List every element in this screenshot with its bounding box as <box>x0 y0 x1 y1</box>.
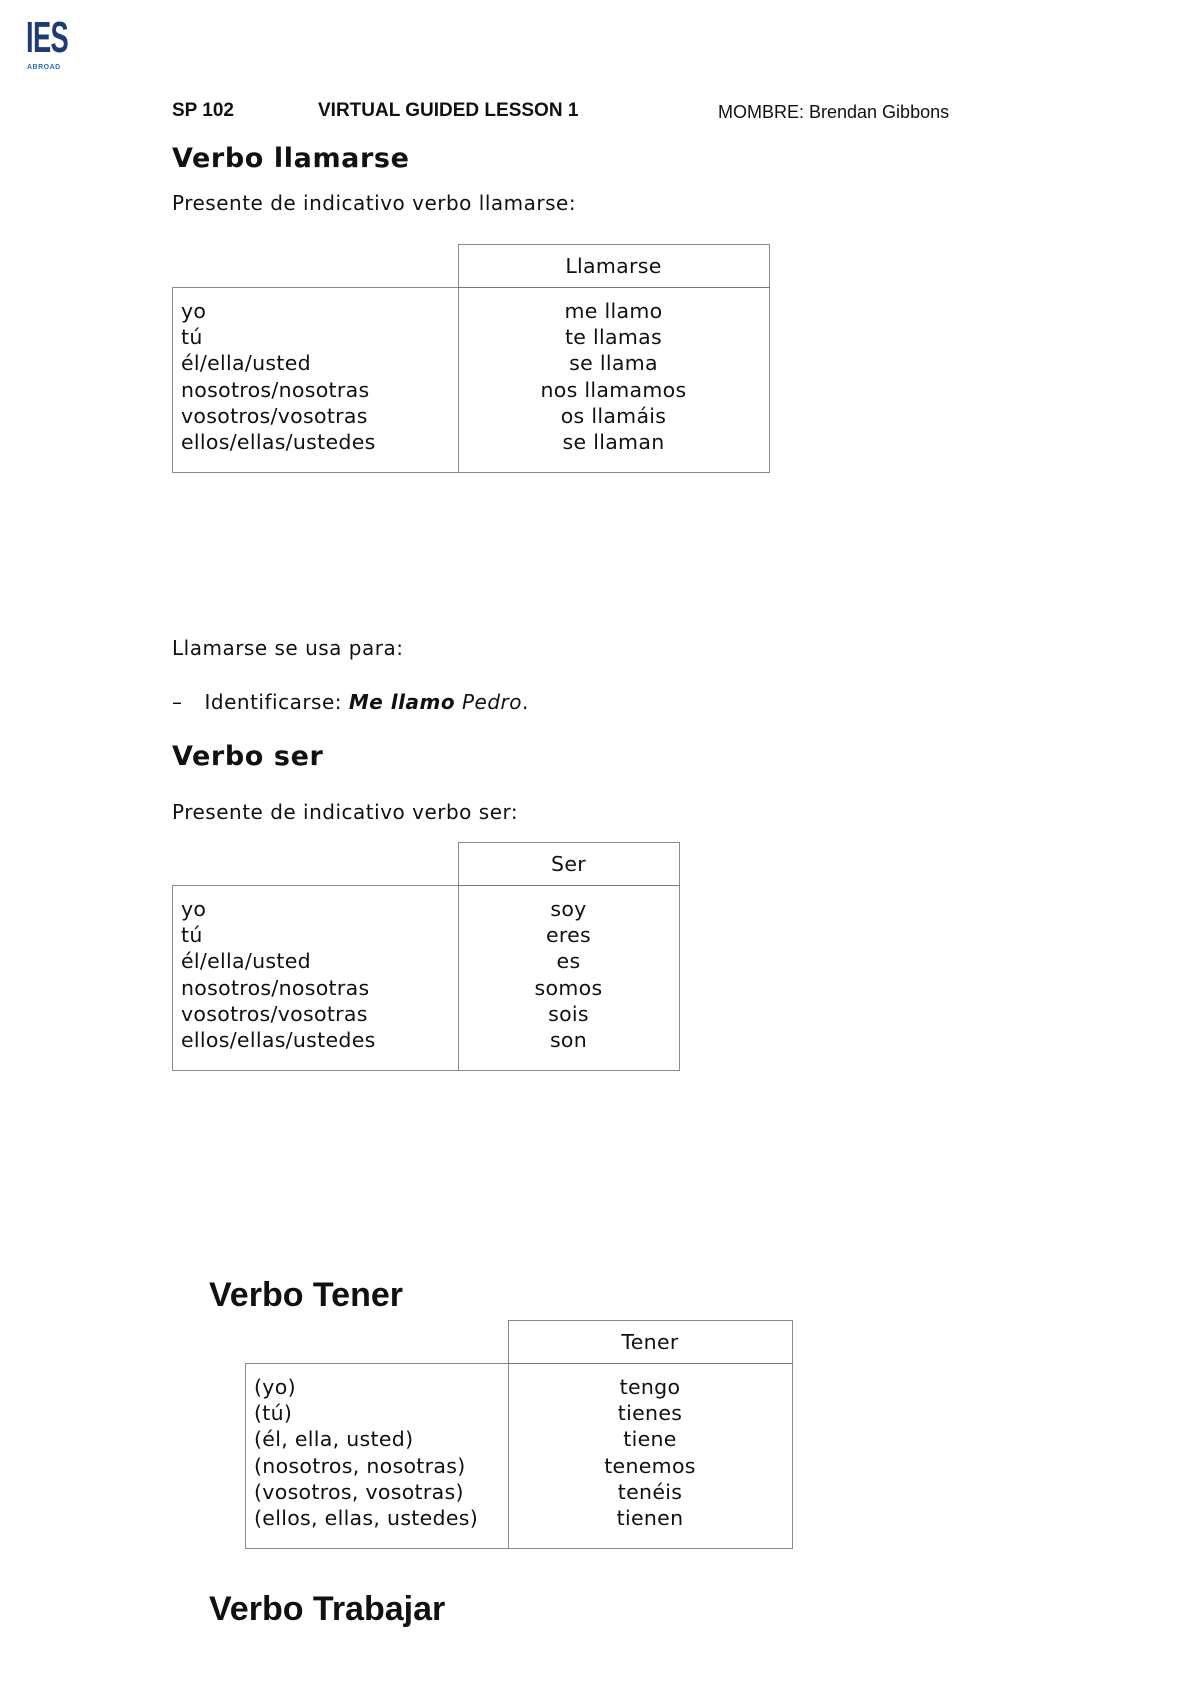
llamarse-table-header: Llamarse <box>458 245 769 288</box>
person-label: él/ella/usted <box>181 351 311 376</box>
list-dash: – <box>172 690 183 714</box>
verb-form: tenemos <box>604 1453 696 1478</box>
tener-table-header: Tener <box>508 1321 792 1364</box>
section-title-tener: Verbo Tener <box>209 1276 403 1314</box>
llamarse-usage-intro: Llamarse se usa para: <box>172 636 404 660</box>
person-label: ellos/ellas/ustedes <box>181 430 376 455</box>
person-label: (ellos, ellas, ustedes) <box>254 1506 479 1531</box>
verb-form: os llamáis <box>560 403 667 428</box>
logo-letters: IES <box>26 13 69 62</box>
person-label: ellos/ellas/ustedes <box>181 1028 376 1053</box>
ies-abroad-logo <box>26 13 70 76</box>
usage-end: . <box>521 690 529 714</box>
verb-form: me llamo <box>564 299 663 323</box>
person-label: (vosotros, vosotras) <box>254 1479 464 1504</box>
tener-persons-cell <box>246 1364 509 1549</box>
person-label: nosotros/nosotras <box>181 377 370 402</box>
usage-example-italic: Pedro <box>455 690 522 714</box>
verb-form: somos <box>534 975 603 1000</box>
verb-form: tiene <box>623 1427 677 1452</box>
student-name: MOMBRE: Brendan Gibbons <box>718 102 950 122</box>
ser-table-header: Ser <box>458 843 679 886</box>
person-label: (yo) <box>254 1375 296 1399</box>
person-label: (tú) <box>254 1401 293 1426</box>
tener-forms-cell <box>508 1364 792 1549</box>
llamarse-forms-cell <box>458 288 769 473</box>
verb-form: es <box>556 949 581 974</box>
ser-forms-cell <box>458 886 679 1071</box>
llamarse-usage-item <box>172 690 529 714</box>
section-title-llamarse: Verbo llamarse <box>172 143 410 174</box>
verb-form: nos llamamos <box>540 377 687 402</box>
person-label: tú <box>181 325 203 350</box>
verb-form: se llama <box>569 351 658 376</box>
person-label: tú <box>181 923 203 948</box>
ser-table <box>172 842 680 1071</box>
person-label: vosotros/vosotras <box>181 403 368 428</box>
verb-form: tengo <box>619 1375 681 1399</box>
usage-label: Identificarse: <box>204 690 349 714</box>
lesson-title: VIRTUAL GUIDED LESSON 1 <box>318 100 579 121</box>
verb-form: se llaman <box>562 430 665 455</box>
usage-example-bold: Me llamo <box>348 690 456 714</box>
section-title-trabajar: Verbo Trabajar <box>209 1590 446 1628</box>
verb-form: tenéis <box>617 1479 683 1504</box>
ser-intro: Presente de indicativo verbo ser: <box>172 800 519 824</box>
person-label: nosotros/nosotras <box>181 975 370 1000</box>
verb-form: eres <box>545 923 592 948</box>
llamarse-persons-cell <box>173 288 459 473</box>
verb-form: tienes <box>617 1401 683 1426</box>
verb-form: sois <box>548 1001 589 1026</box>
person-label: él/ella/usted <box>181 949 311 974</box>
person-label: yo <box>181 897 207 921</box>
logo-subtext: ABROAD <box>27 64 61 71</box>
verb-form: te llamas <box>564 325 663 350</box>
verb-form: son <box>549 1028 588 1053</box>
llamarse-intro: Presente de indicativo verbo llamarse: <box>172 191 577 215</box>
verb-form: tienen <box>616 1506 684 1531</box>
section-title-ser: Verbo ser <box>172 741 324 772</box>
course-code: SP 102 <box>172 100 234 121</box>
verb-form: soy <box>550 897 587 921</box>
ser-persons-cell <box>173 886 459 1071</box>
person-label: vosotros/vosotras <box>181 1001 368 1026</box>
person-label: (nosotros, nosotras) <box>254 1453 466 1478</box>
tener-table <box>245 1320 793 1549</box>
person-label: (él, ella, usted) <box>254 1427 414 1452</box>
person-label: yo <box>181 299 207 323</box>
llamarse-table <box>172 244 770 473</box>
